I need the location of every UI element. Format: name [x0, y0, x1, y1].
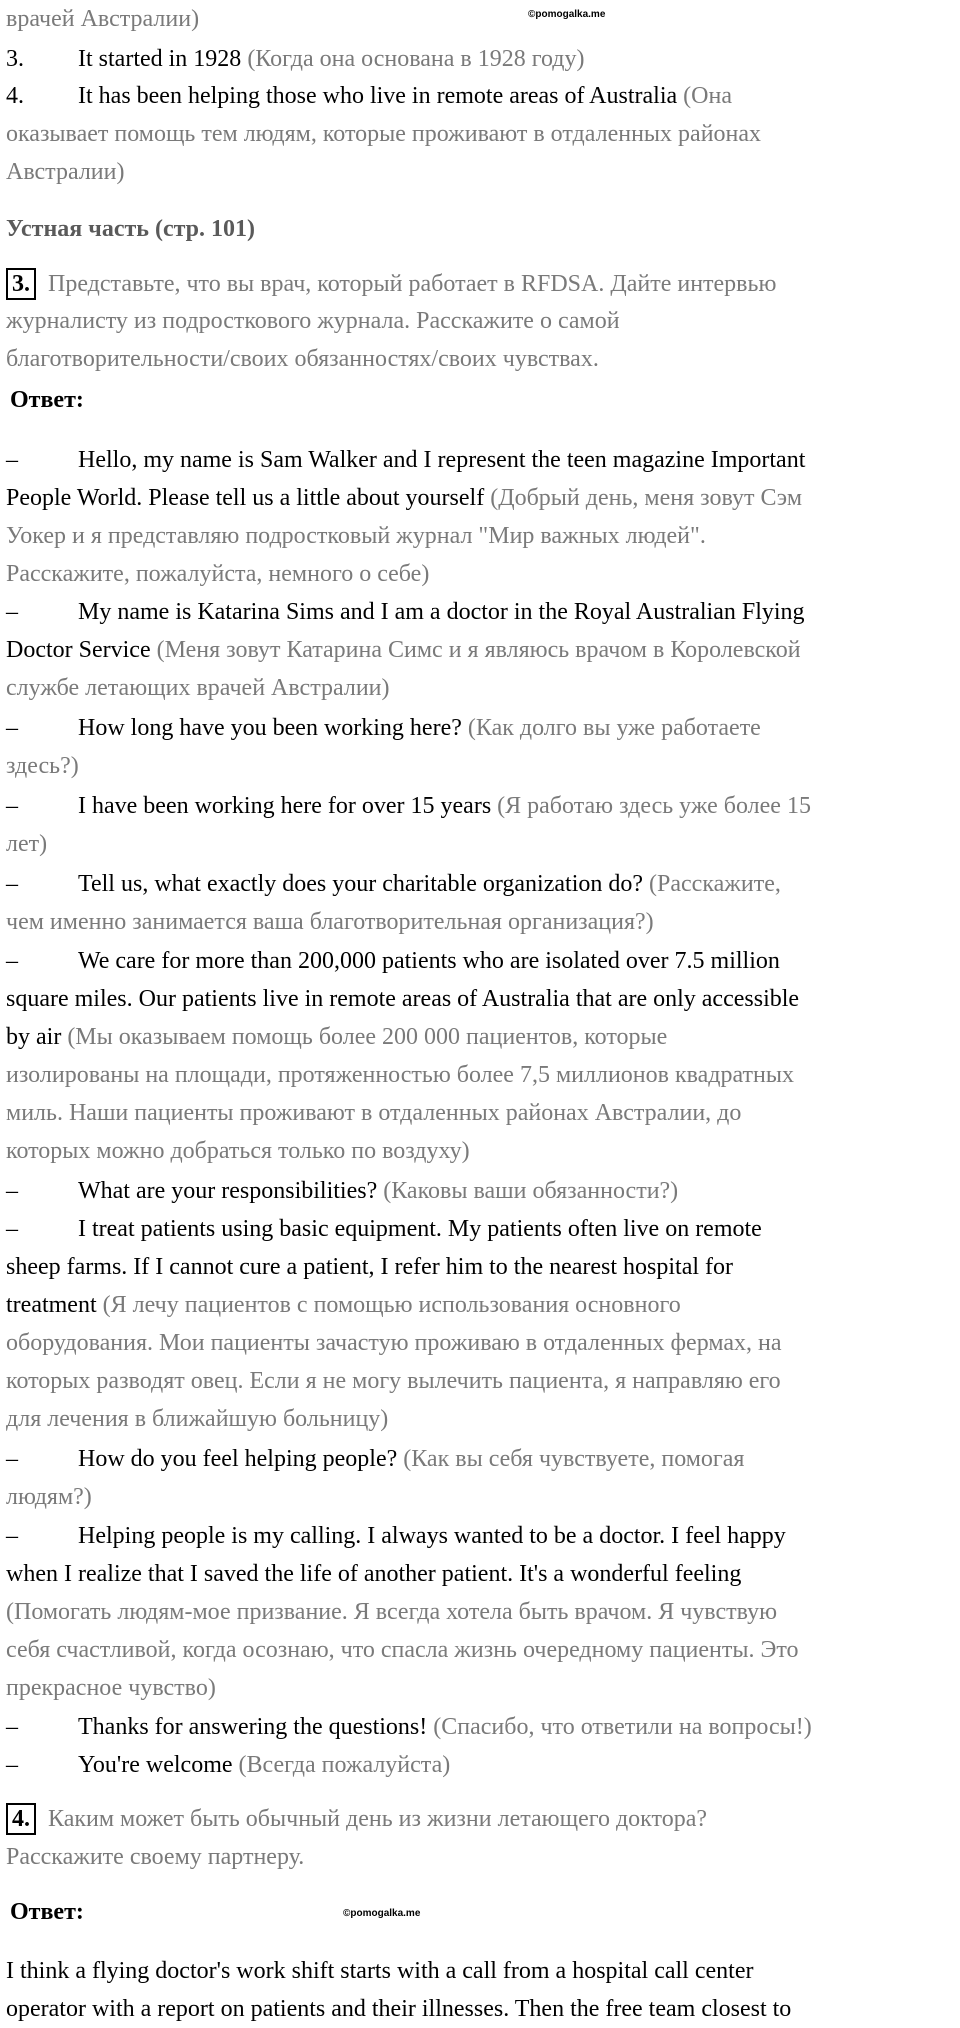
- dialogue-line: by air (Мы оказываем помощь более 200 000 пациентов, которые: [6, 1024, 668, 1050]
- dialogue-line: изолированы на площади, протяженностью более 7,5 миллионов квадратных: [6, 1062, 794, 1088]
- dialogue-line: оборудования. Мои пациенты зачастую проживаю в отдаленных фермах, на: [6, 1330, 782, 1356]
- text-line: оказывает помощь тем людям, которые проживают в отдаленных районах: [6, 121, 762, 147]
- dialogue-line: – I have been working here for over 15 years (Я работаю здесь уже более 15: [6, 793, 811, 819]
- watermark-top: ©pomogalka.me: [528, 9, 606, 20]
- answer-text-line: I think a flying doctor's work shift starts with a call from a hospital call center: [6, 1958, 754, 1984]
- dialogue-line: – Thanks for answering the questions! (Спасибо, что ответили на вопросы!): [6, 1714, 812, 1740]
- dialogue-line: Уокер и я представляю подростковый журнал "Мир важных людей".: [6, 523, 706, 549]
- task-number-box: 3.: [6, 268, 36, 300]
- dialogue-line: чем именно занимается ваша благотворительная организация?): [6, 909, 654, 935]
- text-line: благотворительности/своих обязанностях/своих чувствах.: [6, 346, 599, 372]
- dialogue-line: людям?): [6, 1484, 92, 1510]
- text-line: врачей Австралии): [6, 6, 200, 32]
- dialogue-line: when I realize that I saved the life of another patient. It's a wonderful feeling: [6, 1561, 742, 1587]
- dialogue-line: Doctor Service (Меня зовут Катарина Симс и я являюсь врачом в Королевской: [6, 637, 801, 663]
- dialogue-line: – You're welcome (Всегда пожалуйста): [6, 1752, 451, 1778]
- list-item-3: 3. It started in 1928 (Когда она основана в 1928 году): [6, 46, 585, 72]
- dialogue-line: – I treat patients using basic equipment. My patients often live on remote: [6, 1216, 762, 1242]
- dialogue-line: миль. Наши пациенты проживают в отдаленных районах Австралии, до: [6, 1100, 742, 1126]
- watermark-middle: ©pomogalka.me: [343, 1908, 421, 1919]
- dialogue-line: которых можно добраться только по воздуху): [6, 1138, 470, 1164]
- dialogue-line: которых разводят овец. Если я не могу вылечить пациента, я направляю его: [6, 1368, 781, 1394]
- dialogue-line: – What are your responsibilities? (Каковы ваши обязанности?): [6, 1178, 679, 1204]
- dialogue-line: прекрасное чувство): [6, 1675, 216, 1701]
- text-line: Австралии): [6, 159, 125, 185]
- dialogue-line: square miles. Our patients live in remote areas of Australia that are only accessible: [6, 986, 800, 1012]
- dialogue-line: здесь?): [6, 753, 79, 779]
- dialogue-line: лет): [6, 831, 48, 857]
- task-3-prompt: 3. Представьте, что вы врач, который работает в RFDSA. Дайте интервью: [6, 265, 776, 303]
- answer-label: Ответ:: [10, 1899, 84, 1925]
- task-4-prompt: 4. Каким может быть обычный день из жизни летающего доктора?: [6, 1800, 707, 1838]
- dialogue-line: treatment (Я лечу пациентов с помощью использования основного: [6, 1292, 681, 1318]
- dialogue-line: Расскажите, пожалуйста, немного о себе): [6, 561, 430, 587]
- dialogue-line: – We care for more than 200,000 patients who are isolated over 7.5 million: [6, 948, 780, 974]
- dialogue-line: sheep farms. If I cannot cure a patient, I refer him to the nearest hospital for: [6, 1254, 734, 1280]
- dialogue-line: (Помогать людям-мое призвание. Я всегда хотела быть врачом. Я чувствую: [6, 1599, 778, 1625]
- list-item-4: 4. It has been helping those who live in remote areas of Australia (Она: [6, 83, 732, 109]
- dialogue-line: себя счастливой, когда осознаю, что спасла жизнь очередному пациенты. Это: [6, 1637, 799, 1663]
- dialogue-line: службе летающих врачей Австралии): [6, 675, 390, 701]
- task-number-box: 4.: [6, 1803, 36, 1835]
- dialogue-line: – How do you feel helping people? (Как вы себя чувствуете, помогая: [6, 1446, 745, 1472]
- dialogue-line: – My name is Katarina Sims and I am a doctor in the Royal Australian Flying: [6, 599, 805, 625]
- answer-text-line: operator with a report on patients and their illnesses. Then the free team closest to: [6, 1996, 792, 2022]
- dialogue-line: – Helping people is my calling. I always wanted to be a doctor. I feel happy: [6, 1523, 786, 1549]
- section-heading: Устная часть (стр. 101): [6, 216, 256, 242]
- dialogue-line: – How long have you been working here? (Как долго вы уже работаете: [6, 715, 761, 741]
- dialogue-line: для лечения в ближайшую больницу): [6, 1406, 389, 1432]
- dialogue-line: – Hello, my name is Sam Walker and I represent the teen magazine Important: [6, 447, 806, 473]
- text-line: журналисту из подросткового журнала. Расскажите о самой: [6, 308, 620, 334]
- answer-label: Ответ:: [10, 387, 84, 413]
- dialogue-line: People World. Please tell us a little about yourself (Добрый день, меня зовут Сэм: [6, 485, 803, 511]
- text-line: Расскажите своему партнеру.: [6, 1844, 305, 1870]
- dialogue-line: – Tell us, what exactly does your charitable organization do? (Расскажите,: [6, 871, 781, 897]
